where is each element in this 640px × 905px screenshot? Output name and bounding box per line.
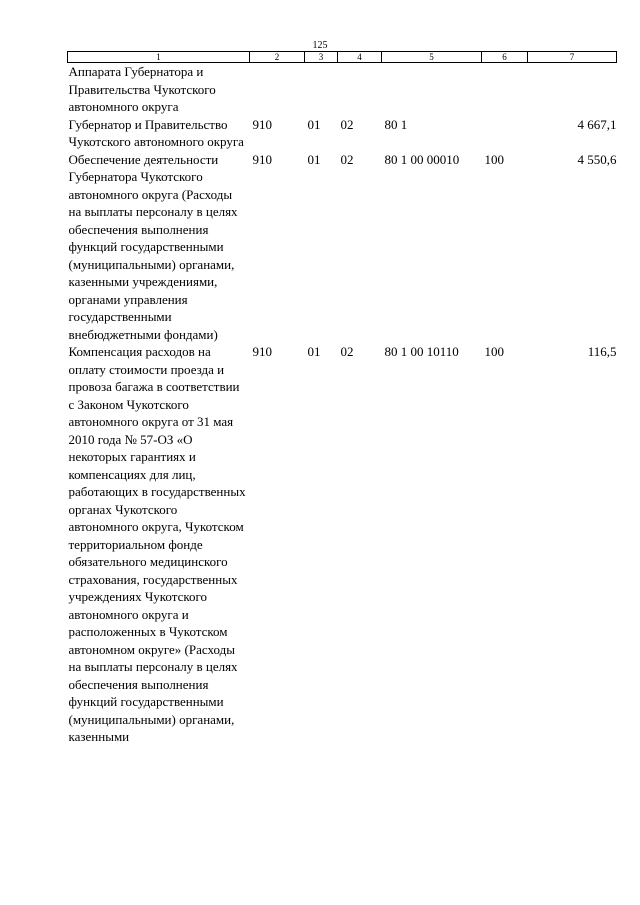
row-vr bbox=[482, 63, 528, 116]
header-col-1: 1 bbox=[68, 52, 250, 63]
row-pr bbox=[338, 63, 382, 116]
header-col-7: 7 bbox=[528, 52, 617, 63]
row-csr bbox=[382, 63, 482, 116]
row-pr: 02 bbox=[340, 116, 354, 132]
row-amount: 4 667,1 bbox=[577, 116, 617, 132]
row-vr bbox=[482, 116, 528, 151]
row-grbs: 910 bbox=[252, 151, 272, 167]
row-vr: 100 bbox=[484, 151, 504, 167]
table-row bbox=[68, 151, 617, 344]
row-name: Губернатор и Правительство Чукотского автономного округа bbox=[68, 116, 244, 149]
row-grbs bbox=[250, 63, 305, 116]
page-number: 125 bbox=[312, 40, 328, 51]
row-csr: 80 1 00 10110 bbox=[384, 344, 459, 359]
table-row bbox=[68, 63, 617, 116]
row-rz: 01 bbox=[307, 344, 321, 359]
header-col-5: 5 bbox=[382, 52, 482, 63]
row-csr: 80 1 00 00010 bbox=[384, 151, 460, 167]
budget-table bbox=[67, 51, 617, 746]
row-pr: 02 bbox=[340, 344, 354, 359]
row-rz bbox=[305, 63, 338, 116]
row-amount bbox=[528, 63, 617, 116]
row-csr: 80 1 bbox=[384, 116, 408, 132]
header-row bbox=[68, 52, 617, 63]
row-rz: 01 bbox=[307, 116, 321, 132]
header-col-2: 2 bbox=[250, 52, 305, 63]
header-col-4: 4 bbox=[338, 52, 382, 63]
row-grbs: 910 bbox=[252, 344, 272, 359]
row-amount: 4 550,6 bbox=[577, 151, 617, 167]
table-row bbox=[68, 343, 617, 746]
row-vr: 100 bbox=[484, 344, 504, 359]
table-row bbox=[68, 116, 617, 151]
row-amount: 116,5 bbox=[587, 344, 617, 359]
header-col-3: 3 bbox=[305, 52, 338, 63]
header-col-6: 6 bbox=[482, 52, 528, 63]
table-body bbox=[68, 63, 617, 746]
row-name: Аппарата Губернатора и Правительства Чукотского автономного округа bbox=[68, 64, 216, 114]
row-pr: 02 bbox=[340, 151, 354, 167]
row-name: Обеспечение деятельности Губернатора Чукотского автономного округа (Расходы на выплаты персоналу в целях обеспечения выполнения функций государственными (муниципальными) органами, казенными учреждениями, органами управления государственными внебюджетными фондами) bbox=[68, 151, 238, 342]
row-grbs: 910 bbox=[252, 116, 272, 132]
table-header bbox=[68, 52, 617, 63]
row-name: Компенсация расходов на оплату стоимости проезда и провоза багажа в соответствии с Законом Чукотского автономного округа от 31 мая 2010 года № 57-ОЗ «О некоторых гарантиях и компенсациях для лиц, работающих в государственных органах Чукотского автономного округа, Чукотском территориальном фонде обязательного медицинского страхования, государственных учреждениях Чукотского автономного округа и расположенных в Чукотском автономном округе» (Расходы на выплаты персоналу в целях обеспечения выполнения функций государственными (муниципальными) органами, казенными bbox=[68, 344, 246, 744]
row-rz: 01 bbox=[307, 151, 321, 167]
